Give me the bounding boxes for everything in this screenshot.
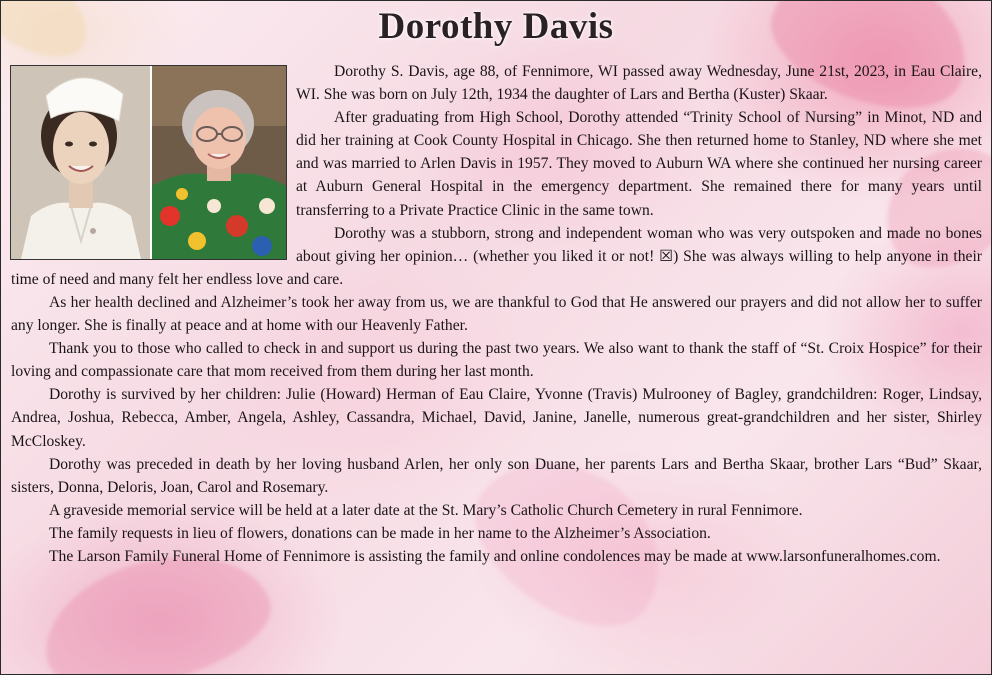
paragraph-preceded: Dorothy was preceded in death by her loving husband Arlen, her only son Duane, her parents Lars and Bertha Skaar, brother Lars “Bud” Skaar, sisters, Donna, Deloris, Joan, Carol and Rosemary. (11, 455, 982, 496)
paragraph-health: As her health declined and Alzheimer’s took her away from us, we are thankful to God that He answered our prayers and did not allow her to suffer any longer. She is finally at peace and at home with our Heavenly Father. (11, 293, 982, 335)
paragraph-service: A graveside memorial service will be held at a later date at the St. Mary’s Catholic Church Cemetery in rural Fennimore. (49, 501, 803, 519)
obituary-body (11, 60, 982, 568)
obituary-name-title: Dorothy Davis (378, 6, 614, 47)
paragraph-donations: The family requests in lieu of flowers, donations can be made in her name to the Alzheimer’s Association. (49, 524, 711, 542)
paragraph-survivors: Dorothy is survived by her children: Julie (Howard) Herman of Eau Claire, Yvonne (Travis) Mulrooney of Bagley, grandchildren: Roger, Lindsay, Andrea, Joshua, Rebecca, Amber, Angela, Ashley, Cassandra, Michael, David, Janine, Janelle, numerous great-grandchildren and her sister, Shirley McCloskey. (11, 386, 982, 450)
paragraph-personality: Dorothy was a stubborn, strong and independent woman who was very outspoken and made no bones about giving her opinion… (whether you liked it or not! ☒) She was always willing to help anyone in their time of need and many felt her endless love and care. (11, 224, 982, 288)
paragraph-death-notice: Dorothy S. Davis, age 88, of Fennimore, WI passed away Wednesday, June 21st, 2023, in Eau Claire, WI. She was born on July 12th, 1934 the daughter of Lars and Bertha (Kuster) Skaar. (296, 63, 982, 104)
paragraph-career: After graduating from High School, Dorothy attended “Trinity School of Nursing” in Minot, ND and did her training at Cook County Hospital in Chicago. She then returned home to Stanley, ND where she met and was married to Arlen Davis in 1957. They moved to Auburn WA where she continued her nursing career at Auburn General Hospital in the emergency department. She remained there for many years until transferring to a Private Practice Clinic in the same town. (296, 109, 982, 219)
paragraph-funeral-home: The Larson Family Funeral Home of Fennimore is assisting the family and online condolences may be made at www.larsonfuneralhomes.com. (49, 547, 941, 565)
paragraph-thanks: Thank you to those who called to check in and support us during the past two years. We also want to thank the staff of “St. Croix Hospice” for their loving and compassionate care that mom received from them during her last month. (11, 340, 982, 381)
photo-wrap-spacer (11, 60, 296, 263)
